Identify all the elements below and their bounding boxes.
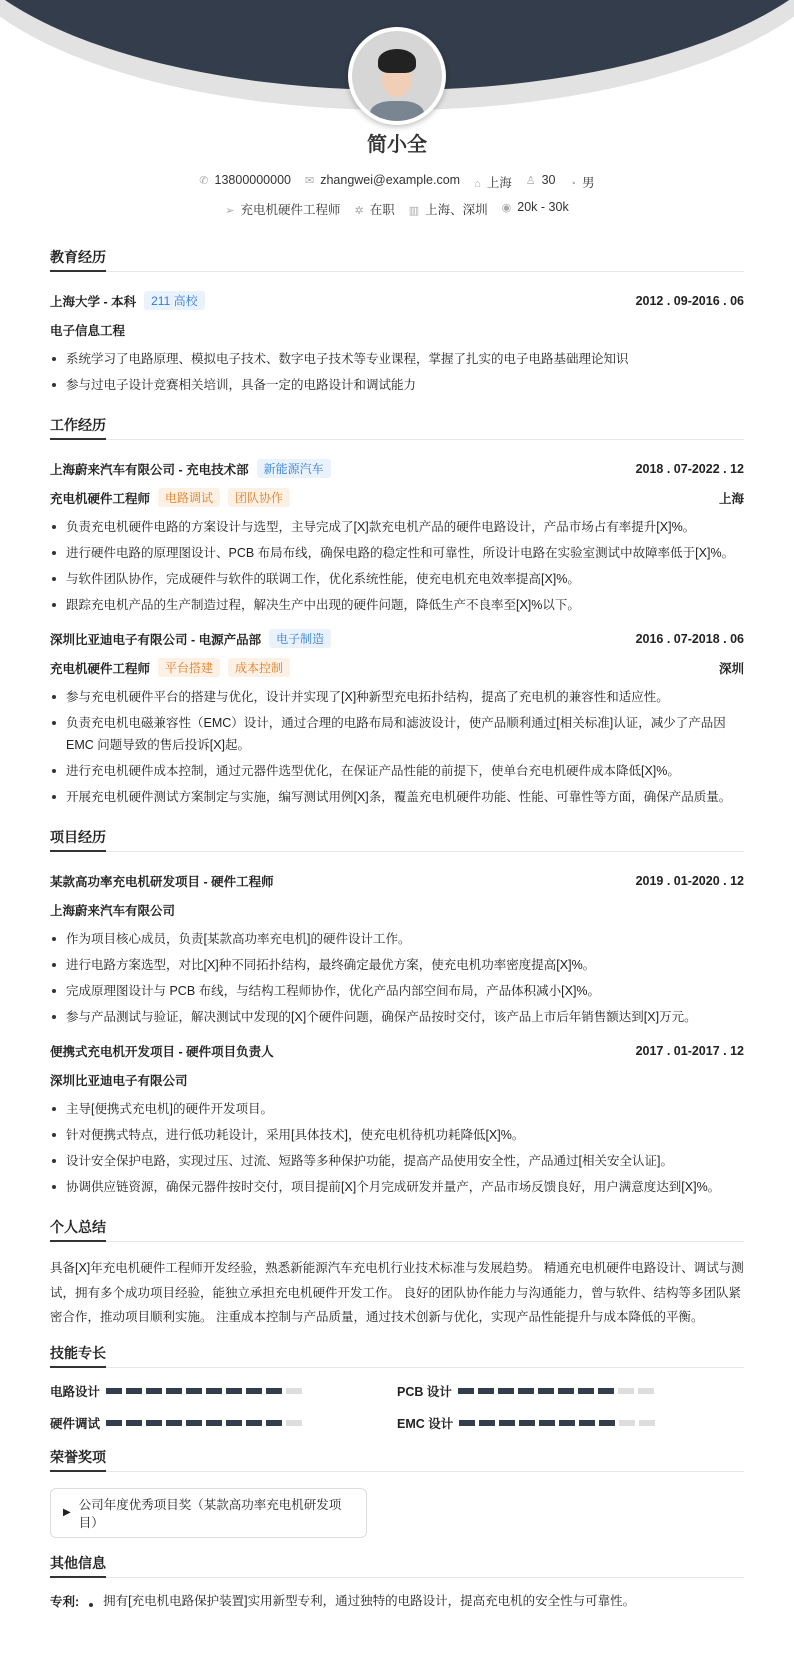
bullet-item: 参与过电子设计竞赛相关培训，具备一定的电路设计和调试能力 — [50, 372, 744, 398]
money-icon: ◉ — [501, 202, 512, 214]
bullet-item: 作为项目核心成员，负责[某款高功率充电机]的硬件设计工作。 — [50, 926, 744, 952]
section-projects: 项目经历 — [50, 826, 744, 852]
skill-item: 电路设计 — [50, 1382, 397, 1400]
award-item[interactable]: ▶ 公司年度优秀项目奖（某款高功率充电机研发项目） — [50, 1488, 367, 1538]
skill-level-segment — [186, 1420, 202, 1426]
skill-level-segment — [518, 1388, 534, 1394]
section-awards: 荣誉奖项 — [50, 1446, 744, 1472]
skill-level-segment — [618, 1388, 634, 1394]
skill-level-segment — [266, 1388, 282, 1394]
home-icon: ⌂ — [474, 178, 481, 190]
skill-level-segment — [639, 1420, 655, 1426]
bullet-item: 主导[便携式充电机]的硬件开发项目。 — [50, 1096, 744, 1122]
status-icon: ✲ — [354, 205, 364, 217]
section-other: 其他信息 — [50, 1552, 744, 1578]
info-item: ♙ 30 — [525, 173, 556, 187]
skill-level-segment — [479, 1420, 495, 1426]
info-item: ▥ 上海、深圳 — [408, 203, 488, 217]
skill-level-segment — [166, 1388, 182, 1394]
skill-level-segment — [458, 1388, 474, 1394]
skill-level-segment — [539, 1420, 555, 1426]
skill-level-segment — [579, 1420, 595, 1426]
skill-level-segment — [578, 1388, 594, 1394]
skill-level-segment — [126, 1420, 142, 1426]
bullet-item: 系统学习了电路原理、模拟电子技术、数字电子技术等专业课程，掌握了扎实的电子电路基础理论知识 — [50, 346, 744, 372]
bullet-item: 与软件团队协作，完成硬件与软件的联调工作，优化系统性能，使充电机充电效率提高[X]%。 — [50, 566, 744, 592]
work-item: 上海蔚来汽车有限公司 - 充电技术部 新能源汽车 2018 . 07-2022 . 12 充电机硬件工程师 电路调试 团队协作 上海 负责充电机硬件电路的方案设计与选型，主导完成了[X]款充电机产品的硬件电路设计，产品市场占有率提升[X]%。 进行硬件电路的原理图设计、PCB 布局布线，确保电路的稳定性和可靠性，所设计电路在实验室测试中故障率低于[X]%。 与软件团队协作，完成硬件与软件的联调工作，优化系统性能，使充电机充电效率提高[X]%。 跟踪充电机产品的生产制造过程，解决生产中出现的硬件问题，降低生产不良率至[X]%以下。 — [50, 454, 744, 618]
skill-level-segment — [146, 1420, 162, 1426]
education-row: 上海大学 - 本科 211 高校 2012 . 09-2016 . 06 — [50, 286, 744, 315]
mail-icon: ✉ — [305, 175, 315, 187]
skill-level-bar — [459, 1420, 655, 1426]
skill-level-segment — [286, 1420, 302, 1426]
resume-body — [50, 246, 744, 1610]
skill-tag: 成本控制 — [228, 658, 290, 677]
bullet-item: 负责充电机电磁兼容性（EMC）设计，通过合理的电路布局和滤波设计，使产品顺利通过[相关标准]认证，减少了产品因 EMC 问题导致的售后投诉[X]起。 — [50, 710, 744, 758]
bullet-item: 参与充电机硬件平台的搭建与优化，设计并实现了[X]种新型充电拓扑结构，提高了充电机的兼容性和适应性。 — [50, 684, 744, 710]
skill-item: 硬件调试 — [50, 1414, 397, 1432]
skill-level-segment — [459, 1420, 475, 1426]
education-bullets — [50, 346, 744, 398]
gender-icon: ◔ — [569, 178, 577, 190]
skill-level-segment — [266, 1420, 282, 1426]
bullet-item: 进行电路方案选型，对比[X]种不同拓扑结构，最终确定最优方案，使充电机功率密度提高[X]%。 — [50, 952, 744, 978]
skill-item: EMC 设计 — [397, 1414, 744, 1432]
project-item: 便携式充电机开发项目 - 硬件项目负责人 2017 . 01-2017 . 12 深圳比亚迪电子有限公司 主导[便携式充电机]的硬件开发项目。 针对便携式特点，进行低功耗设计，采用[具体技术]，使充电机待机功耗降低[X]%。 设计安全保护电路，实现过压、过流、短路等多种保护功能，提高产品使用安全性，产品通过[相关安全认证]。 协调供应链资源，确保元器件按时交付，项目提前[X]个月完成研发并量产，产品市场反馈良好，用户满意度达到[X]%。 — [50, 1036, 744, 1200]
skill-level-segment — [166, 1420, 182, 1426]
skill-level-segment — [638, 1388, 654, 1394]
info-item: ◉ 20k - 30k — [501, 200, 569, 214]
skill-level-segment — [619, 1420, 635, 1426]
skill-level-segment — [106, 1420, 122, 1426]
skill-level-segment — [599, 1420, 615, 1426]
skill-level-segment — [498, 1388, 514, 1394]
phone-icon: ✆ — [199, 175, 209, 187]
bullet-item: 负责充电机硬件电路的方案设计与选型，主导完成了[X]款充电机产品的硬件电路设计，产品市场占有率提升[X]%。 — [50, 514, 744, 540]
send-icon: ➢ — [225, 205, 235, 217]
skill-level-segment — [286, 1388, 302, 1394]
skill-level-segment — [519, 1420, 535, 1426]
skill-level-segment — [598, 1388, 614, 1394]
summary-text: 具备[X]年充电机硬件工程师开发经验，熟悉新能源汽车充电机行业技术标准与发展趋势。 精通充电机硬件电路设计、调试与测试，拥有多个成功项目经验，能独立承担充电机硬件开发工作。 良好的团队协作能力与沟通能力，曾与软件、结构等多团队紧密合作，推动项目顺利实施。 注重成本控制与产品质量，通过技术创新与优化，实现产品性能提升与成本降低的平衡。 — [50, 1261, 744, 1324]
building-icon: ▥ — [408, 205, 420, 217]
work-item: 深圳比亚迪电子有限公司 - 电源产品部 电子制造 2016 . 07-2018 . 06 充电机硬件工程师 平台搭建 成本控制 深圳 参与充电机硬件平台的搭建与优化，设计并实现了[X]种新型充电拓扑结构，提高了充电机的兼容性和适应性。 负责充电机电磁兼容性（EMC）设计，通过合理的电路布局和滤波设计，使产品顺利通过[相关标准]认证，减少了产品因 EMC 问题导致的售后投诉[X]起。 进行充电机硬件成本控制，通过元器件选型优化，在保证产品性能的前提下，使单台充电机硬件成本降低[X]%。 开展充电机硬件测试方案制定与实施，编写测试用例[X]条，覆盖充电机硬件功能、性能、可靠性等方面，确保产品质量。 — [50, 624, 744, 810]
bullet-item: 协调供应链资源，确保元器件按时交付，项目提前[X]个月完成研发并量产，产品市场反馈良好，用户满意度达到[X]%。 — [50, 1174, 744, 1200]
industry-tag: 电子制造 — [269, 629, 331, 648]
info-item: ✲ 在职 — [354, 203, 395, 217]
bullet-item: 设计安全保护电路，实现过压、过流、短路等多种保护功能，提高产品使用安全性，产品通过[相关安全认证]。 — [50, 1148, 744, 1174]
section-summary: 个人总结 — [50, 1216, 744, 1242]
avatar — [348, 27, 446, 125]
skill-level-segment — [206, 1388, 222, 1394]
info-item: ✆ 13800000000 — [199, 173, 291, 187]
caret-right-icon: ▶ — [63, 1507, 71, 1518]
industry-tag: 新能源汽车 — [257, 459, 331, 478]
skill-level-segment — [499, 1420, 515, 1426]
skill-level-segment — [558, 1388, 574, 1394]
skill-level-segment — [246, 1388, 262, 1394]
skill-level-segment — [126, 1388, 142, 1394]
section-work: 工作经历 — [50, 414, 744, 440]
skill-tag: 平台搭建 — [158, 658, 220, 677]
skill-level-segment — [246, 1420, 262, 1426]
skill-level-segment — [186, 1388, 202, 1394]
skill-tag: 电路调试 — [158, 488, 220, 507]
job-intent-row — [0, 200, 794, 218]
patent-row: 专利: 拥有[充电机电路保护装置]实用新型专利，通过独特的电路设计，提高充电机的安全性与可靠性。 — [50, 1593, 636, 1609]
skill-level-segment — [478, 1388, 494, 1394]
skill-item: PCB 设计 — [397, 1382, 744, 1400]
school-tag: 211 高校 — [144, 291, 204, 310]
bullet-item: 完成原理图设计与 PCB 布线，与结构工程师协作，优化产品内部空间布局，产品体积减小[X]%。 — [50, 978, 744, 1004]
info-item: ⌂ 上海 — [474, 176, 512, 190]
major: 电子信息工程 — [50, 323, 126, 338]
info-item: ➢ 充电机硬件工程师 — [225, 203, 341, 217]
bullet-item: 参与产品测试与验证，解决测试中发现的[X]个硬件问题，确保产品按时交付，该产品上市后年销售额达到[X]万元。 — [50, 1004, 744, 1030]
skill-level-segment — [106, 1388, 122, 1394]
bullet-item: 进行充电机硬件成本控制，通过元器件选型优化，在保证产品性能的前提下，使单台充电机硬件成本降低[X]%。 — [50, 758, 744, 784]
skill-level-bar — [106, 1388, 302, 1394]
skill-level-segment — [226, 1420, 242, 1426]
skill-tag: 团队协作 — [228, 488, 290, 507]
bullet-item: 开展充电机硬件测试方案制定与实施，编写测试用例[X]条，覆盖充电机硬件功能、性能、可靠性等方面，确保产品质量。 — [50, 784, 744, 810]
info-item: ✉ zhangwei@example.com — [305, 173, 461, 187]
skill-level-bar — [106, 1420, 302, 1426]
skill-level-segment — [538, 1388, 554, 1394]
bullet-item: 进行硬件电路的原理图设计、PCB 布局布线，确保电路的稳定性和可靠性，所设计电路在实验室测试中故障率低于[X]%。 — [50, 540, 744, 566]
skill-level-segment — [559, 1420, 575, 1426]
skill-level-bar — [458, 1388, 654, 1394]
contact-row — [0, 173, 794, 191]
age-icon: ♙ — [525, 175, 536, 187]
bullet-item: 针对便携式特点，进行低功耗设计，采用[具体技术]，使充电机待机功耗降低[X]%。 — [50, 1122, 744, 1148]
section-skills: 技能专长 — [50, 1342, 744, 1368]
skill-level-segment — [146, 1388, 162, 1394]
section-education: 教育经历 — [50, 246, 744, 272]
project-item: 某款高功率充电机研发项目 - 硬件工程师 2019 . 01-2020 . 12 上海蔚来汽车有限公司 作为项目核心成员，负责[某款高功率充电机]的硬件设计工作。 进行电路方案选型，对比[X]种不同拓扑结构，最终确定最优方案，使充电机功率密度提高[X]%。 完成原理图设计与 PCB 布线，与结构工程师协作，优化产品内部空间布局，产品体积减小[X]%。 参与产品测试与验证，解决测试中发现的[X]个硬件问题，确保产品按时交付，该产品上市后年销售额达到[X]万元。 — [50, 866, 744, 1030]
info-item: ◔ 男 — [569, 176, 595, 190]
skill-level-segment — [206, 1420, 222, 1426]
candidate-name: 简小全 — [367, 134, 427, 156]
bullet-item: 跟踪充电机产品的生产制造过程，解决生产中出现的硬件问题，降低生产不良率至[X]%以下。 — [50, 592, 744, 618]
skill-level-segment — [226, 1388, 242, 1394]
